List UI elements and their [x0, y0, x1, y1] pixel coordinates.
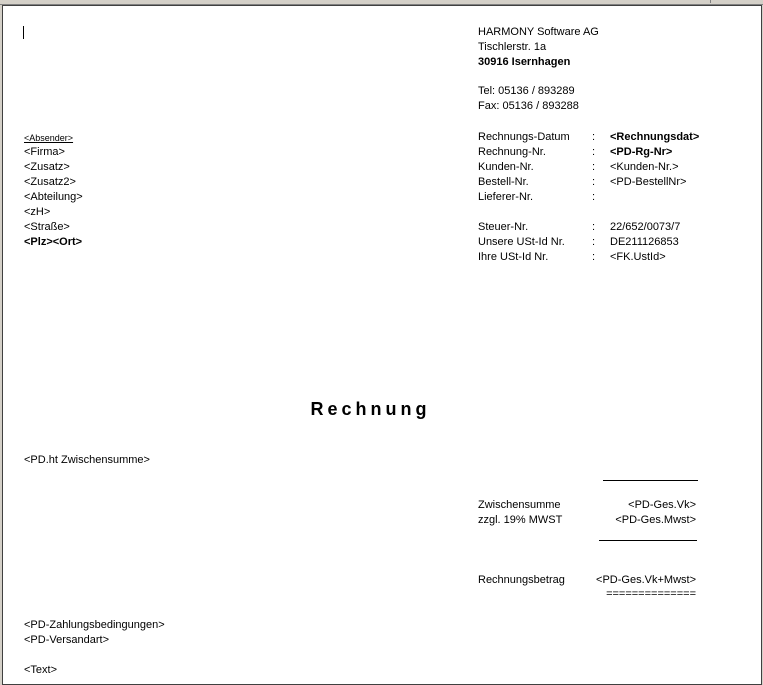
vat-label: zzgl. 19% MWST — [478, 514, 563, 526]
info-label-bestell-nr: Bestell-Nr. — [478, 176, 529, 188]
company-city: 30916 Isernhagen — [478, 56, 571, 68]
info-value-ihre-ustid: <FK.UstId> — [610, 251, 666, 263]
sender-line: <Absender> — [24, 133, 74, 143]
info-label-lieferer-nr: Lieferer-Nr. — [478, 191, 534, 203]
text-field: <Text> — [24, 664, 58, 676]
company-name: HARMONY Software AG — [478, 26, 599, 38]
recipient-zh: <zH> — [24, 206, 51, 218]
window-corner-control — [710, 0, 763, 3]
info-label-kunden-nr: Kunden-Nr. — [478, 161, 534, 173]
info-label-unsere-ustid: Unsere USt-Id Nr. — [478, 236, 565, 248]
recipient-zusatz: <Zusatz> — [24, 161, 70, 173]
info-label-rechnungsdatum: Rechnungs-Datum — [478, 131, 570, 143]
shipping-field: <PD-Versandart> — [24, 634, 109, 646]
subtotal-label: Zwischensumme — [478, 499, 561, 511]
total-label: Rechnungsbetrag — [478, 574, 565, 586]
recipient-firma: <Firma> — [24, 146, 65, 158]
document-title: Rechnung — [310, 399, 431, 419]
info-colon: : — [592, 146, 596, 158]
recipient-abteilung: <Abteilung> — [24, 191, 83, 203]
info-colon: : — [592, 161, 596, 173]
subtotal-value: <PD-Ges.Vk> — [628, 499, 696, 511]
info-colon: : — [592, 131, 596, 143]
info-value-steuer-nr: 22/652/0073/7 — [610, 221, 681, 233]
company-street: Tischlerstr. 1a — [478, 41, 547, 53]
info-label-rechnung-nr: Rechnung-Nr. — [478, 146, 546, 158]
document-page[interactable] — [2, 5, 762, 685]
vat-value: <PD-Ges.Mwst> — [615, 514, 696, 526]
recipient-plz-ort: <Plz><Ort> — [24, 236, 83, 248]
payment-terms-field: <PD-Zahlungsbedingungen> — [24, 619, 165, 631]
text-cursor — [23, 26, 24, 39]
subtotal-placeholder-field: <PD.ht Zwischensumme> — [24, 454, 150, 466]
info-colon: : — [592, 191, 596, 203]
info-value-rechnung-nr: <PD-Rg-Nr> — [610, 146, 673, 158]
info-value-unsere-ustid: DE211126853 — [610, 236, 679, 248]
info-label-ihre-ustid: Ihre USt-Id Nr. — [478, 251, 549, 263]
info-value-rechnungsdatum: <Rechnungsdat> — [610, 131, 700, 143]
company-tel: Tel: 05136 / 893289 — [478, 85, 575, 97]
totals-rule-middle — [599, 540, 697, 541]
info-value-bestell-nr: <PD-BestellNr> — [610, 176, 687, 188]
info-label-steuer-nr: Steuer-Nr. — [478, 221, 529, 233]
total-value: <PD-Ges.Vk+Mwst> — [596, 574, 696, 586]
total-double-rule: ============== — [606, 588, 696, 600]
totals-rule-top — [603, 480, 698, 481]
info-colon: : — [592, 221, 596, 233]
info-colon: : — [592, 251, 596, 263]
info-value-kunden-nr: <Kunden-Nr.> — [610, 161, 679, 173]
recipient-strasse: <Straße> — [24, 221, 70, 233]
recipient-zusatz2: <Zusatz2> — [24, 176, 76, 188]
info-colon: : — [592, 176, 596, 188]
company-fax: Fax: 05136 / 893288 — [478, 100, 579, 112]
info-colon: : — [592, 236, 596, 248]
